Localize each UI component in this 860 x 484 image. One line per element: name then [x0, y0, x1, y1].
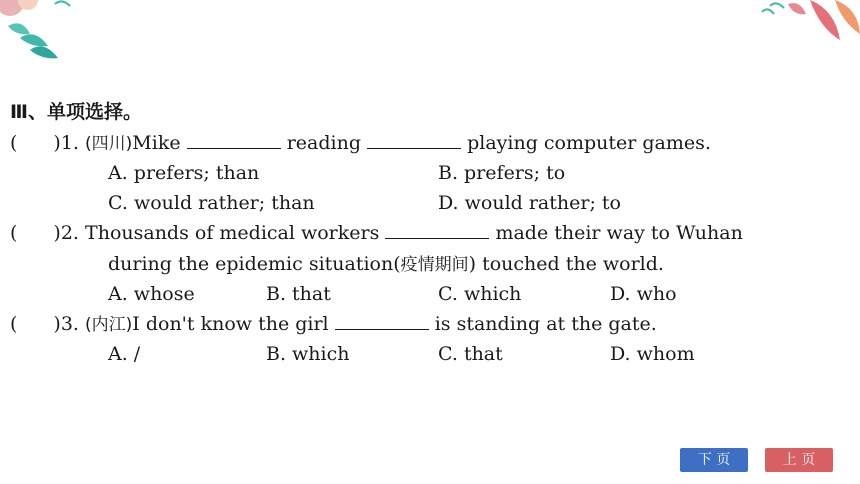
question-number: 3. — [60, 313, 79, 335]
stem-text: Mike — [132, 132, 181, 154]
prev-page-button[interactable]: 上 页 — [765, 448, 833, 472]
option-d[interactable]: D. who — [610, 283, 677, 305]
option-a[interactable]: A. prefers; than — [108, 162, 260, 184]
question-3-stem — [10, 311, 657, 338]
answer-paren-close: ) — [53, 222, 61, 244]
stem-text: ) touched the world. — [468, 253, 664, 275]
question-1-stem — [10, 130, 711, 157]
option-b[interactable]: B. that — [266, 283, 331, 305]
fill-blank[interactable] — [385, 220, 489, 239]
stem-text: Thousands of medical workers — [85, 222, 380, 244]
question-2-stem-line2 — [108, 251, 664, 278]
option-a[interactable]: A. / — [108, 343, 141, 365]
option-c[interactable]: C. that — [438, 343, 503, 365]
stem-text: during the epidemic situation( — [108, 253, 401, 275]
question-source: (四川) — [85, 134, 133, 154]
section-title: Ⅲ、单项选择。 — [10, 101, 142, 123]
stem-text: made their way to Wuhan — [495, 222, 743, 244]
answer-slot[interactable] — [17, 312, 53, 330]
answer-paren-open: ( — [10, 132, 18, 154]
answer-paren-close: ) — [53, 132, 61, 154]
question-number: 1. — [60, 132, 79, 154]
floral-decoration-left — [0, 0, 90, 70]
option-d[interactable]: D. would rather; to — [438, 192, 621, 214]
fill-blank[interactable] — [367, 130, 461, 149]
option-c[interactable]: C. which — [438, 283, 522, 305]
floral-decoration-right — [740, 0, 860, 60]
answer-slot[interactable] — [17, 221, 53, 239]
option-d[interactable]: D. whom — [610, 343, 695, 365]
option-b[interactable]: B. prefers; to — [438, 162, 566, 184]
stem-text: playing computer games. — [467, 132, 711, 154]
answer-slot[interactable] — [17, 131, 53, 149]
stem-text: I don't know the girl — [132, 313, 329, 335]
fill-blank[interactable] — [187, 130, 281, 149]
question-2-stem — [10, 220, 743, 246]
next-page-button[interactable]: 下 页 — [680, 448, 748, 472]
answer-paren-open: ( — [10, 313, 18, 335]
option-b[interactable]: B. which — [266, 343, 350, 365]
answer-paren-close: ) — [53, 313, 61, 335]
stem-text: reading — [286, 132, 361, 154]
stem-text: is standing at the gate. — [434, 313, 657, 335]
option-c[interactable]: C. would rather; than — [108, 192, 315, 214]
question-source: (内江) — [85, 315, 133, 335]
answer-paren-open: ( — [10, 222, 18, 244]
question-number: 2. — [60, 222, 79, 244]
stem-chinese-gloss: 疫情期间 — [400, 255, 469, 275]
option-a[interactable]: A. whose — [108, 283, 195, 305]
fill-blank[interactable] — [335, 311, 429, 330]
